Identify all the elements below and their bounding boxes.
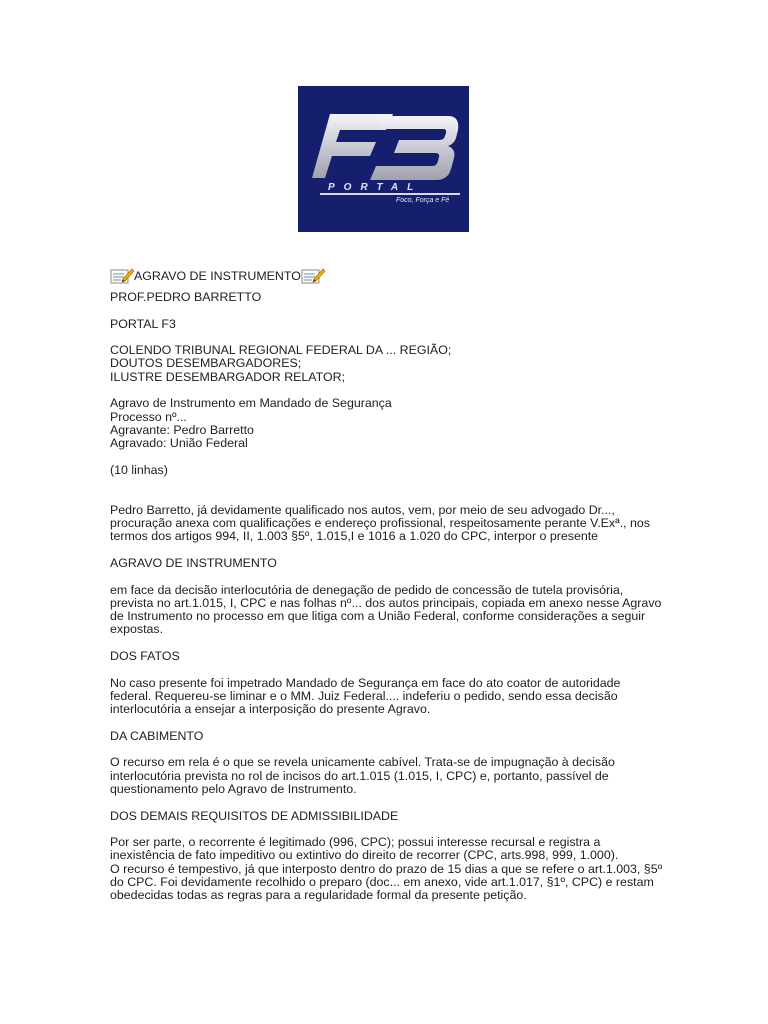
fatos-paragraph-line: interlocutória a ensejar a interposição do presente Agravo. [110, 702, 431, 717]
cabimento-paragraph-line: O recurso em rela é o que se revela unicamente cabível. Trata-se de impugnação à decisão [110, 755, 615, 770]
document-title: AGRAVO DE INSTRUMENTO [134, 269, 301, 283]
portal-line: PORTAL F3 [110, 316, 176, 331]
decision-paragraph-line: prevista no art.1.015, I, CPC e nas folhas nº... dos autos principais, copiada em anexo nesse Agravo [110, 595, 662, 610]
section-heading: DOS FATOS [110, 649, 180, 664]
document-title-row [110, 264, 670, 284]
lines-note: (10 linhas) [110, 462, 168, 477]
section-heading: DA CABIMENTO [110, 728, 204, 743]
case-info-line: Agravo de Instrumento em Mandado de Segurança [110, 396, 392, 411]
logo-tagline: Foco, Força e Fé [396, 197, 450, 204]
requisitos-paragraph-line: Por ser parte, o recorrente é legitimado (996, CPC); possui interesse recursal e registra a [110, 835, 601, 850]
document-body [110, 264, 670, 903]
intro-paragraph-line: Pedro Barretto, já devidamente qualificado nos autos, vem, por meio de seu advogado Dr..., [110, 502, 615, 517]
intro-paragraph-line: termos dos artigos 994, II, 1.003 §5º, 1.015,I e 1016 a 1.020 do CPC, interpor o presente [110, 529, 599, 544]
case-info-line: Agravante: Pedro Barretto [110, 422, 254, 437]
fatos-paragraph-line: federal. Requereu-se liminar e o MM. Juiz Federal.... indeferiu o pedido, sendo essa decisão [110, 688, 618, 703]
fatos-paragraph-line: No caso presente foi impetrado Mandado de Segurança em face do ato coator de autoridade [110, 675, 621, 690]
section-heading: AGRAVO DE INSTRUMENTO [110, 555, 277, 570]
f3-monogram-graphic [298, 86, 469, 232]
decision-paragraph-line: de Instrumento no processo em que litiga com a União Federal, conforme considerações a seguir [110, 609, 646, 624]
intro-paragraph-line: procuração anexa com qualificações e endereço profissional, respeitosamente perante V.Exª., nos [110, 516, 650, 531]
case-info-line: Processo nº... [110, 409, 187, 424]
requisitos-paragraph-line: obedecidas todas as regras para a regularidade formal da presente petição. [110, 888, 527, 903]
memo-pencil-icon [110, 267, 134, 284]
cabimento-paragraph-line: interlocutória prevista no rol de incisos do art.1.015 (1.015, I, CPC) e, portanto, passível de [110, 768, 609, 783]
cabimento-paragraph-line: questionamento pelo Agravo de Instrumento. [110, 781, 357, 796]
requisitos-paragraph-line: inexistência de fato impeditivo ou extintivo do direito de recorrer (CPC, arts.998, 999, 1.000). [110, 848, 619, 863]
decision-paragraph-line: em face da decisão interlocutória de denegação de pedido de concessão de tutela provisória, [110, 582, 624, 597]
section-heading: DOS DEMAIS REQUISITOS DE ADMISSIBILIDADE [110, 808, 399, 823]
memo-pencil-icon [301, 267, 325, 284]
requisitos-paragraph-line: do CPC. Foi devidamente recolhido o preparo (doc... em anexo, vide art.1.017, §1º, CPC) e restam [110, 875, 654, 890]
portal-f3-logo [298, 86, 469, 232]
author-line: PROF.PEDRO BARRETTO [110, 290, 262, 304]
addressee-line: ILUSTRE DESEMBARGADOR RELATOR; [110, 369, 346, 384]
requisitos-paragraph-line: O recurso é tempestivo, já que interposto dentro do prazo de 15 dias a que se refere o art.1.003, §5º [110, 861, 663, 876]
case-info-line: Agravado: União Federal [110, 436, 248, 451]
decision-paragraph-line: expostas. [110, 622, 164, 637]
addressee-line: DOUTOS DESEMBARGADORES; [110, 356, 302, 371]
logo-wordmark: PORTAL [328, 182, 423, 193]
addressee-line: COLENDO TRIBUNAL REGIONAL FEDERAL DA ... REGIÃO; [110, 343, 452, 358]
